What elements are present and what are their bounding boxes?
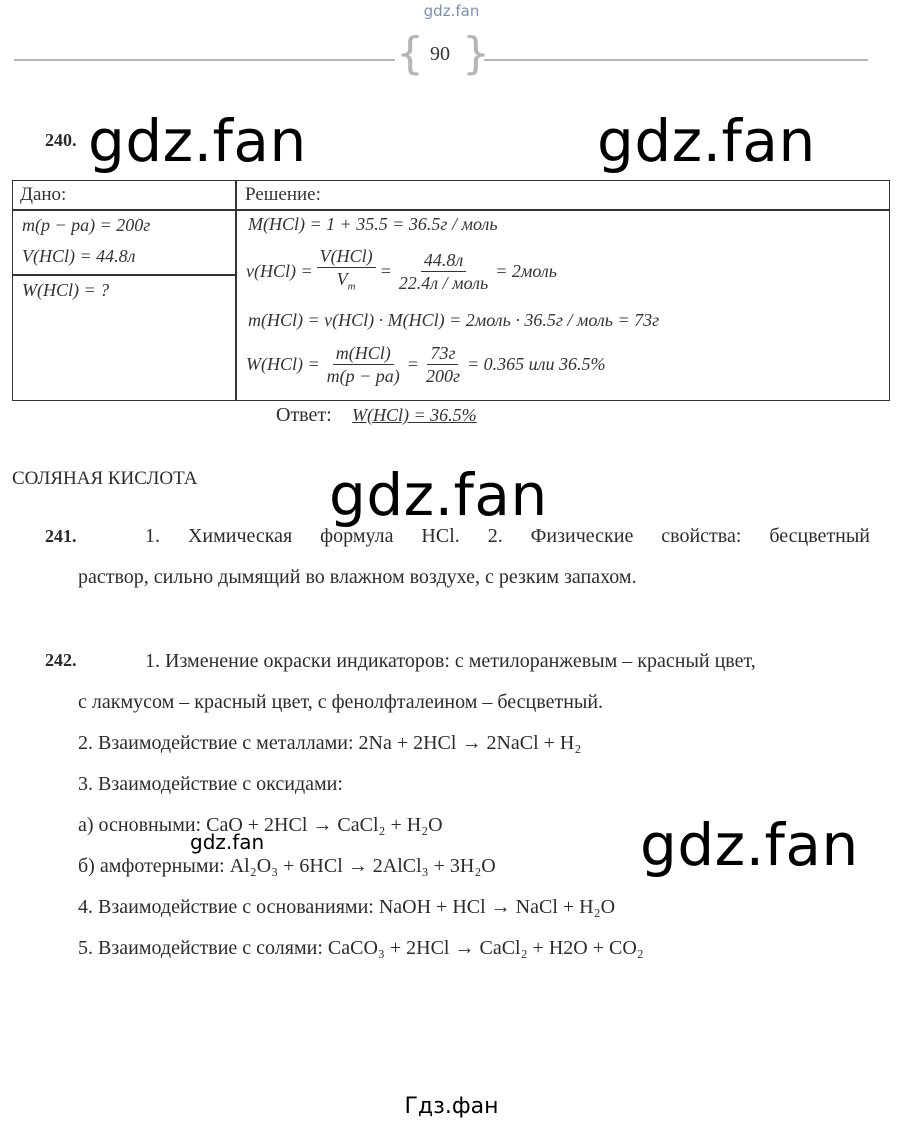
solution-amount-result: = 2моль (495, 260, 557, 281)
solution-header: Решение: (245, 184, 321, 205)
find-mass-fraction: W(HCl) = ? (22, 280, 110, 300)
problem-242-line6: б) амфотерными: Al₂O₃ + 6HCl → 2AlCl₃ + 3H₂O (78, 855, 496, 877)
solution-amount-row: ν(HCl) = $\frac{\text{V(HCl)}}{V_m}$ = $\frac{44.8л}{\text{22.4л / моль}}$ = 2моль (246, 245, 557, 298)
watermark-small: gdz.fan (190, 830, 265, 854)
problem-242-line1: 1. Изменение окраски индикаторов: с метилоранжевым – красный цвет, (145, 650, 756, 672)
fraction-v-over-vm: $\frac{\text{V(HCl)}}{V_m}$ (317, 245, 376, 298)
watermark-big-1: gdz.fan (88, 107, 307, 175)
solution-mass: m(HCl) = ν(HCl) · M(HCl) = 2моль · 36.5г / моль = 73г (248, 310, 660, 330)
problem-241-number: 241. (45, 526, 77, 546)
solution-amount-lhs: ν(HCl) = (246, 260, 313, 281)
right-brace-ornament: } (462, 28, 490, 79)
problem-241-line1: 1. Химическая формула HCl. 2. Физические свойства: бесцветный (145, 525, 870, 547)
problem-242-line4: 3. Взаимодействие с оксидами: (78, 773, 343, 795)
watermark-big-2: gdz.fan (597, 107, 816, 175)
watermark-top: gdz.fan (423, 2, 480, 20)
solution-molar-mass: M(HCl) = 1 + 35.5 = 36.5г / моль (248, 214, 498, 234)
problem-242-line5: а) основными: CaO + 2HCl → CaCl₂ + H₂O (78, 814, 443, 836)
given-find-divider (12, 274, 236, 276)
table-column-divider (235, 180, 237, 401)
watermark-big-4: gdz.fan (640, 811, 859, 879)
problem-242-line8: 5. Взаимодействие с солями: CaCO₃ + 2HCl → CaCl₂ + H2O + CO₂ (78, 937, 644, 959)
fraction-mass-values: $\frac{73г}{200г}$ (425, 343, 460, 386)
problem-242-number: 242. (45, 650, 77, 670)
answer-label: Ответ: (276, 404, 332, 426)
given-volume: V(HCl) = 44.8л (22, 246, 136, 266)
problem-240-number: 240. (45, 130, 77, 150)
problem-241-line2: раствор, сильно дымящий во влажном воздухе, с резким запахом. (78, 566, 637, 588)
page-number: 90 (430, 43, 450, 65)
given-mass: m(p − pa) = 200г (22, 215, 151, 235)
section-title: СОЛЯНАЯ КИСЛОТА (12, 468, 198, 489)
fraction-volume-values: $\frac{44.8л}{\text{22.4л / моль}}$ (398, 249, 489, 293)
fraction-mass-over-solution: $\frac{\text{m(HCl)}}{m(p - pa)}$ (326, 343, 400, 386)
problem-242-line3: 2. Взаимодействие с металлами: 2Na + 2HCl → 2NaCl + H₂ (78, 732, 582, 754)
solution-fraction-result: = 0.365 или 36.5% (466, 354, 606, 374)
header-rule-right (484, 59, 868, 61)
left-brace-ornament: { (396, 28, 424, 79)
answer-value: W(HCl) = 36.5% (352, 405, 477, 425)
solution-fraction-row: W(HCl) = $\frac{\text{m(HCl)}}{m(p - pa)}$ = $\frac{73г}{200г}$ = 0.365 или 36.5% (246, 343, 606, 386)
header-rule-left (14, 59, 395, 61)
problem-242-line2: с лакмусом – красный цвет, с фенолфталеином – бесцветный. (78, 691, 604, 713)
table-header-divider (12, 209, 890, 211)
watermark-bottom: Гдз.фан (404, 1094, 499, 1119)
given-header: Дано: (20, 184, 67, 205)
watermark-big-3: gdz.fan (329, 461, 548, 529)
problem-242-line7: 4. Взаимодействие с основаниями: NaOH + HCl → NaCl + H₂O (78, 896, 616, 918)
